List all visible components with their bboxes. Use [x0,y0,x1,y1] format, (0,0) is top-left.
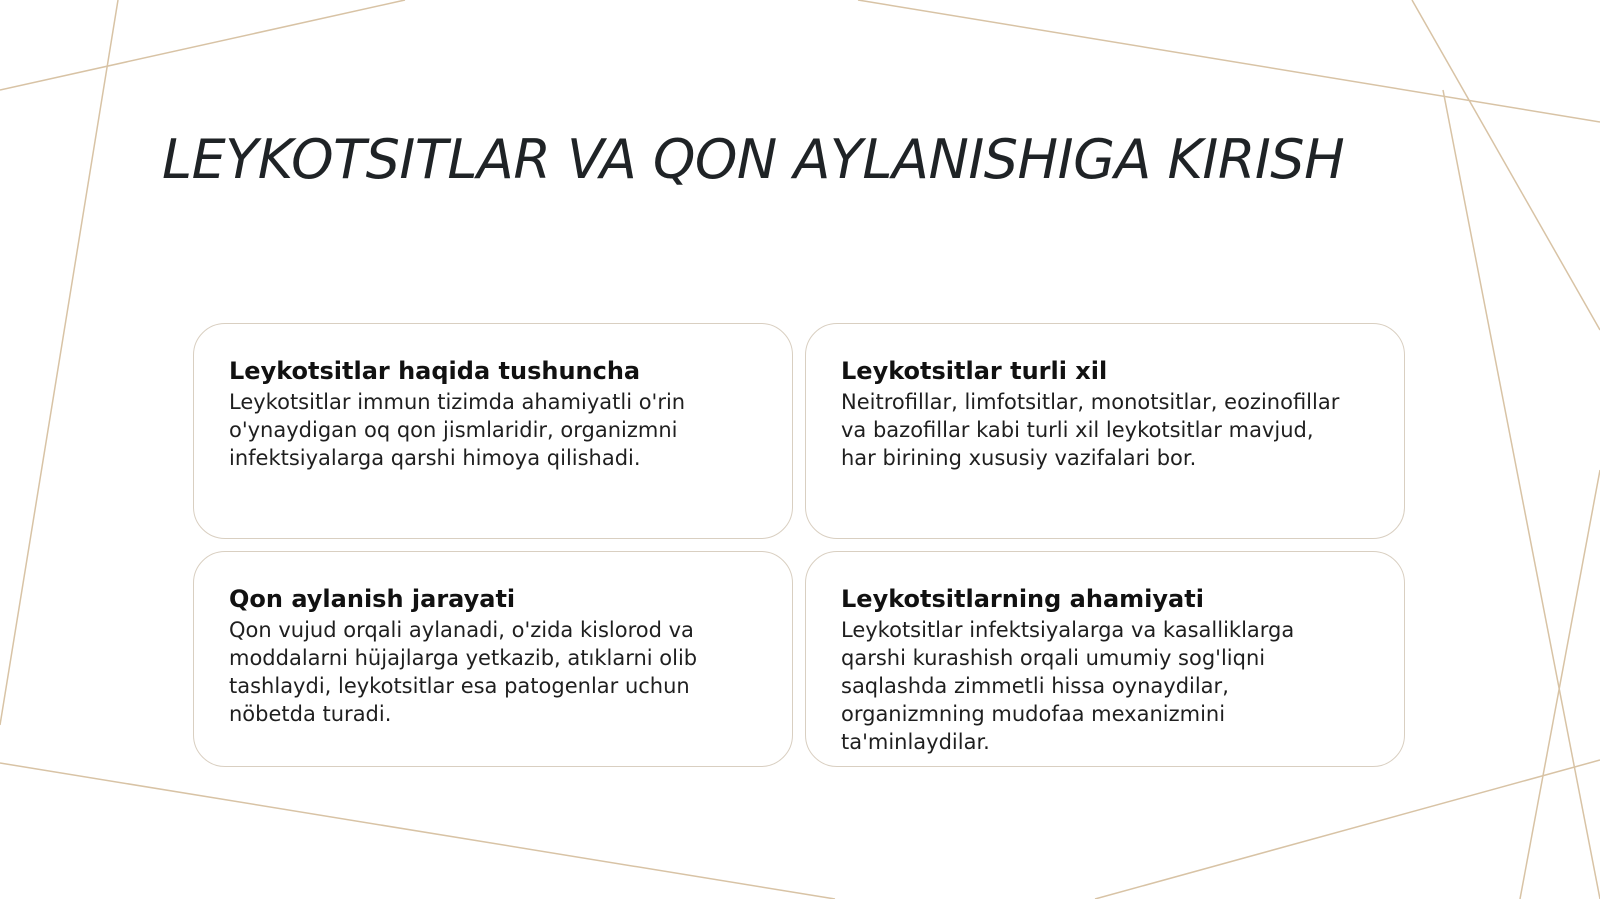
info-card-leukocyte-concept [193,323,793,539]
info-card-circulation-process [193,551,793,767]
info-card-leukocyte-importance [805,551,1405,767]
card-title: Leykotsitlarning ahamiyati [841,585,1204,613]
card-title: Qon aylanish jarayati [229,585,516,613]
card-body: Leykotsitlar infektsiyalarga va kasalliklarga qarshi kurashish orqali umumiy sog'liqni saqlashda zimmetli hissa oynaydilar, organizmning mudofaa mexanizmini ta'minlaydilar. [841,618,1295,754]
decor-line-left-vertical [0,0,118,725]
card-title: Leykotsitlar turli xil [841,357,1108,385]
decor-line-right-vertical [1443,90,1600,899]
slide-title: LEYKOTSITLAR VA QON AYLANISHIGA KIRISH [162,128,1345,191]
info-card-leukocyte-types [805,323,1405,539]
card-body: Neitrofillar, limfotsitlar, monotsitlar, eozinofillar va bazofillar kabi turli xil leykotsitlar mavjud, har birining xususiy vazifalari bor. [841,390,1340,470]
card-body: Leykotsitlar immun tizimda ahamiyatli o'rin o'ynaydigan oq qon jismlaridir, organizmni infektsiyalarga qarshi himoya qilishadi. [229,390,686,470]
card-body: Qon vujud orqali aylanadi, o'zida kislorod va moddalarni hüjajlarga yetkazib, atıklarni olib tashlaydi, leykotsitlar esa patogenlar uchun nöbetda turadi. [229,618,698,726]
decor-line-top-left [0,0,405,90]
decor-line-bottom-left [0,763,835,899]
decor-line-top-right [858,0,1600,122]
card-title: Leykotsitlar haqida tushuncha [229,357,641,385]
